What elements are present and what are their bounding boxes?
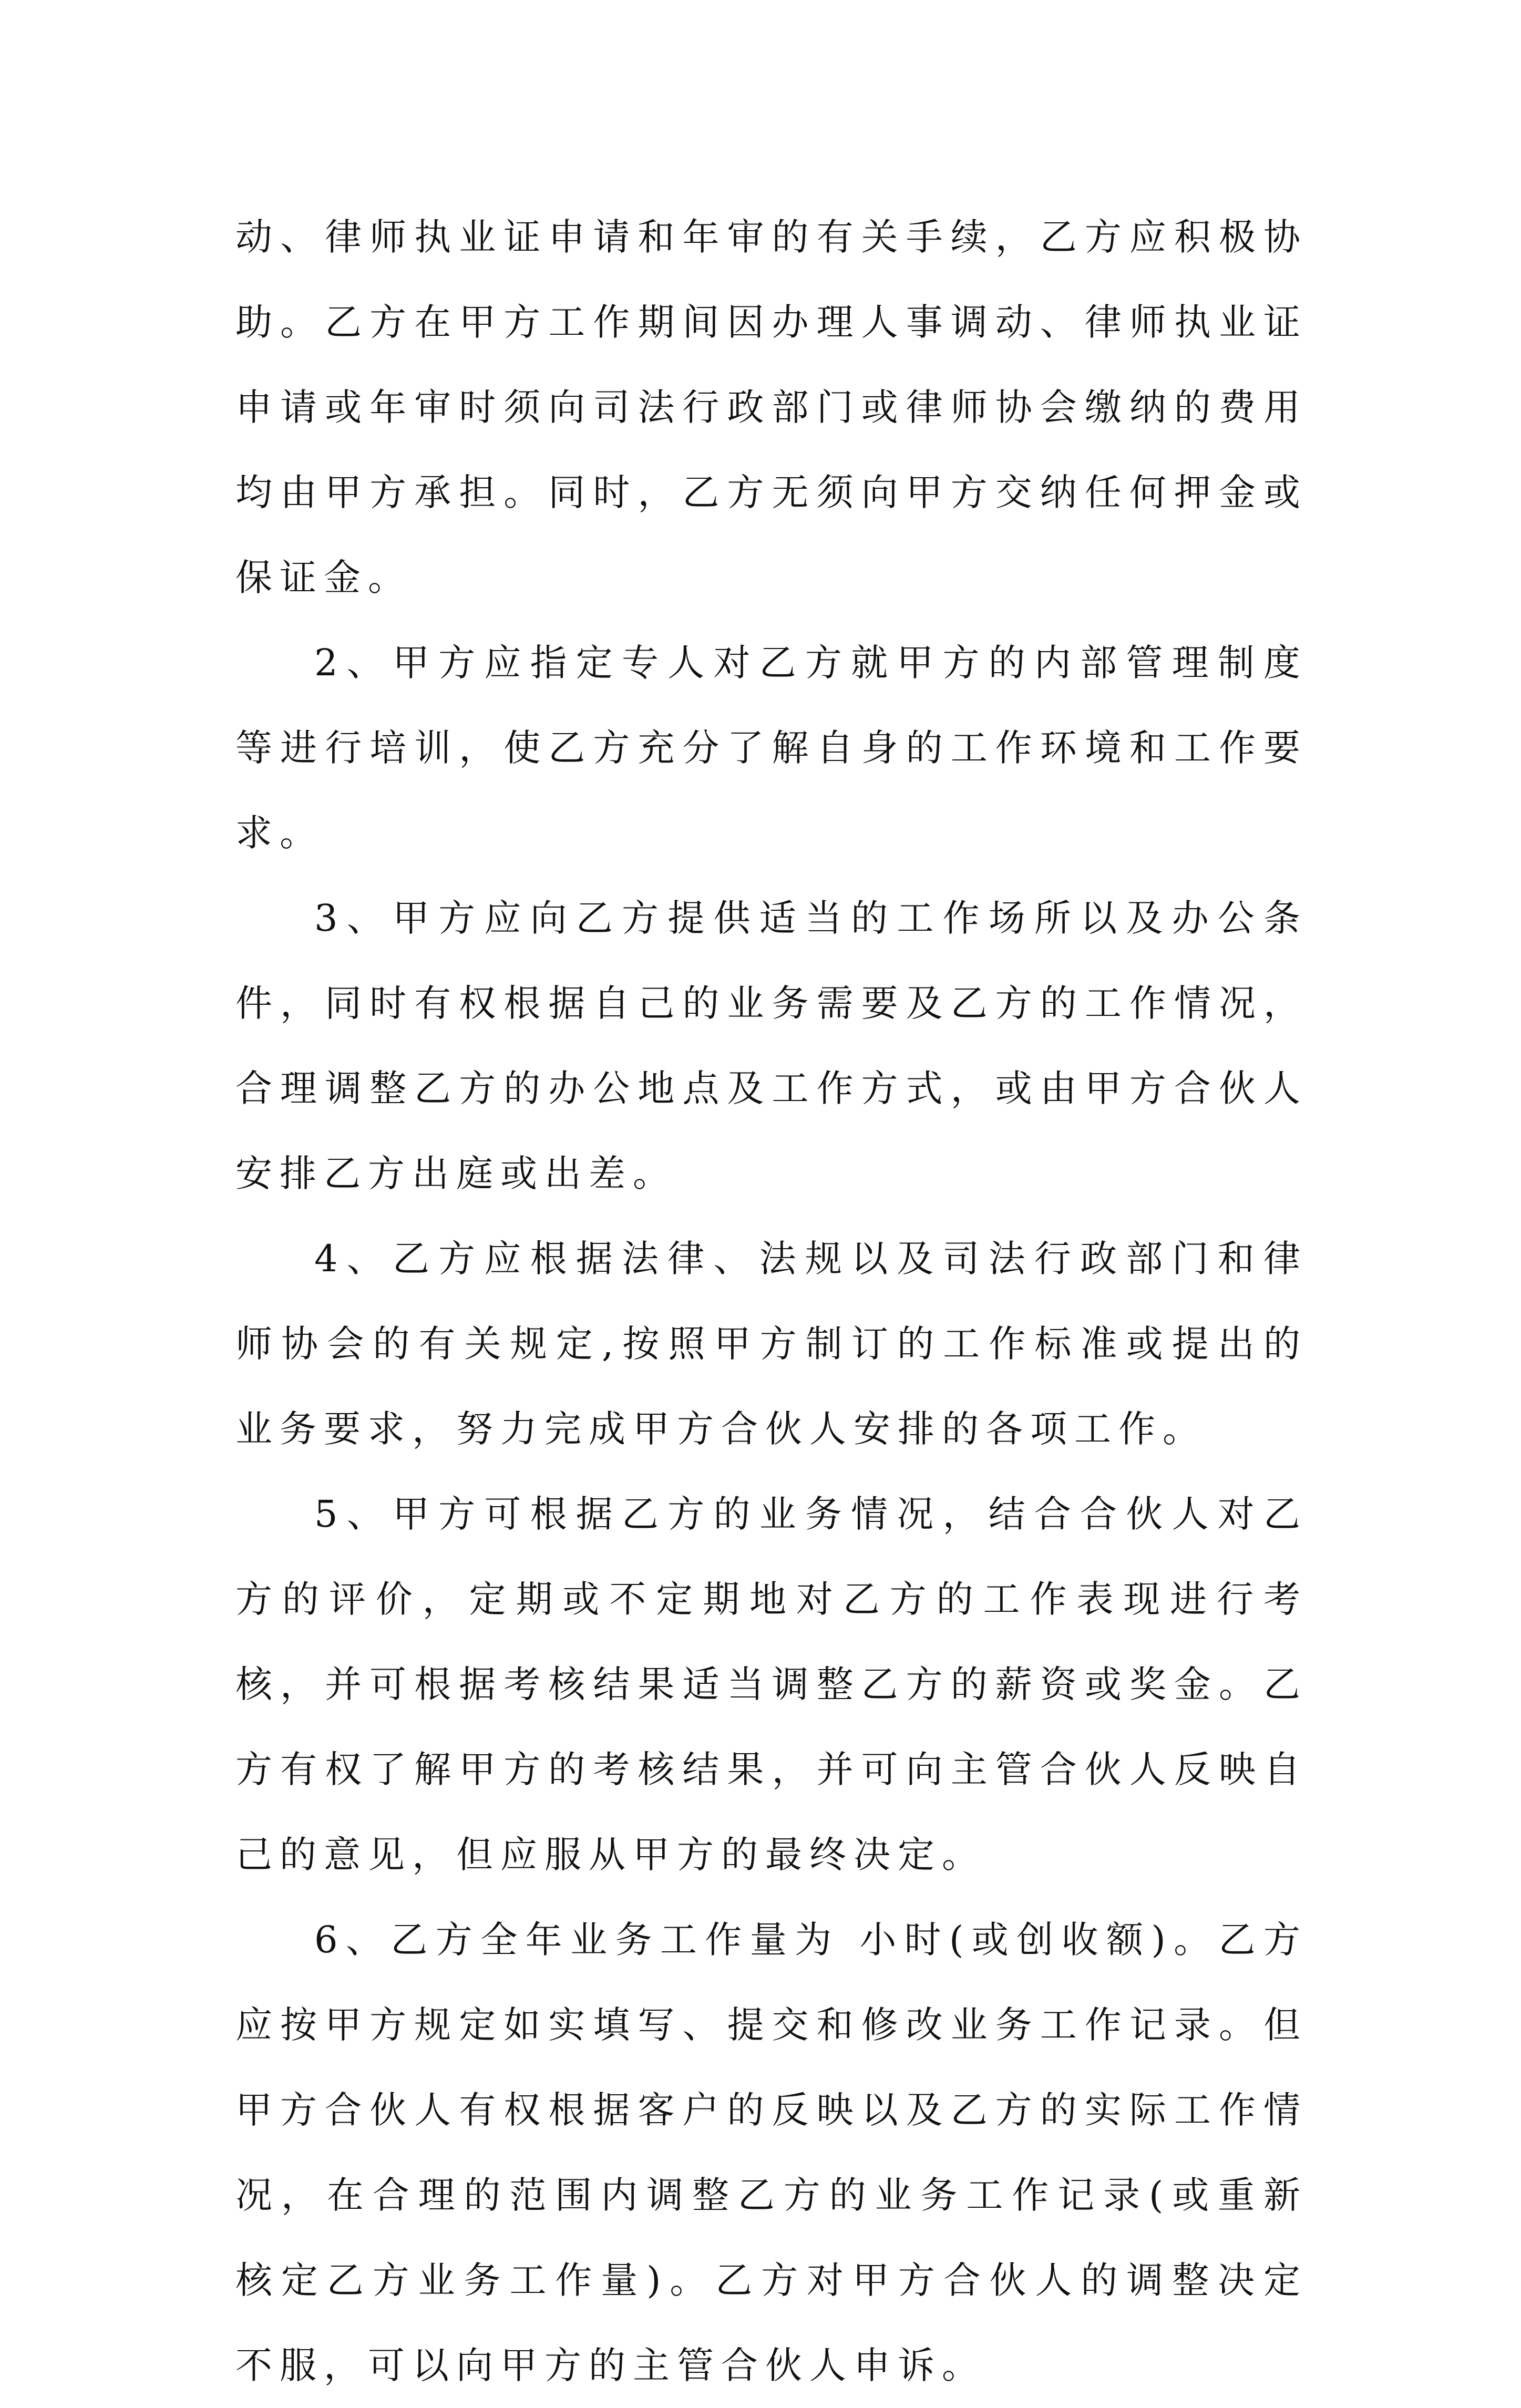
paragraph-clause-4: 4、乙方应根据法律、法规以及司法行政部门和律师协会的有关规定,按照甲方制订的工作标准或提出的业务要求，努力完成甲方合伙人安排的各项工作。 — [235, 1237, 1308, 1450]
paragraph-clause-6: 6、乙方全年业务工作量为 小时(或创收额)。乙方应按甲方规定如实填写、提交和修改业务工作记录。但甲方合伙人有权根据客户的反映以及乙方的实际工作情况，在合理的范围内调整乙方的业务工作记录(或重新核定乙方业务工作量)。乙方对甲方合伙人的调整决定不服，可以向甲方的主管合伙人申诉。 — [235, 1918, 1308, 2387]
paragraph-clause-3: 3、甲方应向乙方提供适当的工作场所以及办公条件，同时有权根据自己的业务需要及乙方的工作情况，合理调整乙方的办公地点及工作方式，或由甲方合伙人安排乙方出庭或出差。 — [235, 897, 1308, 1195]
document-body — [235, 194, 1308, 2408]
paragraph-clause-5: 5、甲方可根据乙方的业务情况，结合合伙人对乙方的评价，定期或不定期地对乙方的工作表现进行考核，并可根据考核结果适当调整乙方的薪资或奖金。乙方有权了解甲方的考核结果，并可向主管合伙人反映自己的意见，但应服从甲方的最终决定。 — [235, 1493, 1308, 1876]
paragraph-clause-2: 2、甲方应指定专人对乙方就甲方的内部管理制度等进行培训，使乙方充分了解自身的工作环境和工作要求。 — [235, 641, 1308, 855]
paragraph-continuation: 动、律师执业证申请和年审的有关手续，乙方应积极协助。乙方在甲方工作期间因办理人事调动、律师执业证申请或年审时须向司法行政部门或律师协会缴纳的费用均由甲方承担。同时，乙方无须向甲方交纳任何押金或保证金。 — [235, 215, 1308, 599]
